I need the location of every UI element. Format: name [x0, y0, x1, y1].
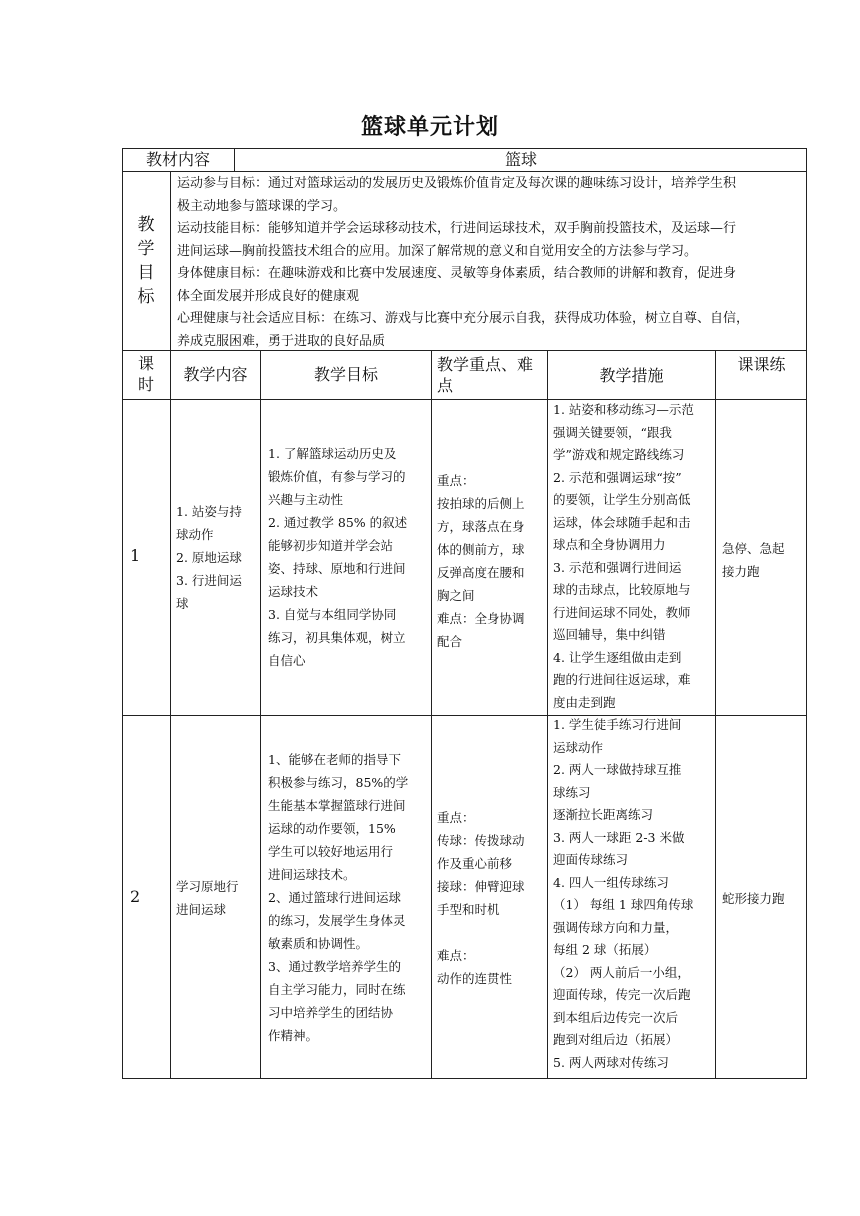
lesson-objective: 1. 了解篮球运动历史及 锻炼价值，有参与学习的 兴趣与主动性 2. 通过教学 85% 的叙述 能够初步知道并学会站 姿、持球、原地和行进间 运球技术 3. 自觉与本组同学协同 练习，初具集体观，树立 自信心: [268, 446, 408, 668]
column-header-focus: 教学重点、难 点: [437, 355, 534, 395]
page-title: 篮球单元计划: [360, 115, 499, 140]
lesson-objective: 1、能够在老师的指导下 积极参与练习，85%的学 生能基本掌握篮球行进间 运球的动作要领，15% 学生可以较好地运用行 进间运球技术。 2、通过篮球行进间运球 的练习，发展学生身体灵 敏素质和协调性。 3、通过教学培养学生的 自主学习能力，同时在练 习中培养学生的团结协 作精神。: [268, 752, 409, 1043]
column-header-practice: 课课练: [737, 355, 786, 374]
goals-label: 教 学 目 标: [137, 215, 155, 307]
lesson-measures: 1. 学生徒手练习行进间 运球动作 2. 两人一球做持球互推 球练习 逐渐拉长距离练习 3. 两人一球距 2-3 米做 迎面传球练习 4. 四人一组传球练习 （1） 每组 1 球四角传球 强调传球方向和力量， 每组 2 球（拓展） （2） 两人前后一小组， 迎面传球，传完一次后跑 到本组后边传完一次后 跑到对组后边（拓展） 5. 两人两球对传练习: [553, 717, 694, 1070]
lesson-number: 1: [130, 546, 141, 565]
lesson-practice: 急停、急起 接力跑: [722, 541, 785, 579]
material-label: 教材内容: [145, 150, 210, 169]
lesson-focus: 重点： 按拍球的后侧上 方，球落点在身 体的侧前方，球 反弹高度在腰和 胸之间 难点：全身协调 配合: [437, 473, 525, 649]
lesson-content: 1. 站姿与持 球动作 2. 原地运球 3. 行进间运 球: [176, 504, 242, 611]
material-value: 篮球: [504, 150, 537, 169]
lesson-number: 2: [130, 887, 141, 906]
lesson-measures: 1. 站姿和移动练习—示范 强调关键要领，“跟我 学”游戏和规定路线练习 2. 示范和强调运球“按” 的要领，让学生分别高低 运球，体会球随手起和击 球点和全身协调用力 3. 示范和强调行进间运 球的击球点，比较原地与 行进间运球不同处，教师 巡回辅导，集中纠错 4. 让学生逐组做由走到 跑的行进间往返运球，难 度由走到跑: [553, 402, 694, 710]
lesson-content: 学习原地行 进间运球: [176, 879, 239, 917]
column-header-objective: 教学目标: [313, 365, 378, 384]
column-header-measures: 教学措施: [599, 366, 664, 385]
table-row: [122, 400, 807, 715]
lesson-practice: 蛇形接力跑: [722, 891, 785, 906]
table-row: [122, 716, 807, 1079]
column-header-lesson: 课 时: [137, 354, 154, 394]
goals-text: 运动参与目标：通过对篮球运动的发展历史及锻炼价值肯定及每次课的趣味练习设计，培养学生积 极主动地参与篮球课的学习。 运动技能目标：能够知道并学会运球移动技术，行进间运球技术，双手胸前投篮技术，及运球—行 进间运球—胸前投篮技术组合的应用。加深了解常规的意义和自觉用安全的方法参与学习。 身体健康目标：在趣味游戏和比赛中发展速度、灵敏等身体素质，结合教师的讲解和教育，促进身 体全面发展并形成良好的健康观 心理健康与社会适应目标：在练习、游戏与比赛中充分展示自我，获得成功体验，树立自尊、自信， 养成克服困难，勇于进取的良好品质: [177, 176, 750, 349]
divider: [122, 171, 807, 172]
column-header-content: 教学内容: [183, 365, 248, 384]
lesson-focus: 重点： 传球：传拨球动 作及重心前移 接球：伸臂迎球 手型和时机 难点： 动作的连贯性: [437, 810, 525, 986]
